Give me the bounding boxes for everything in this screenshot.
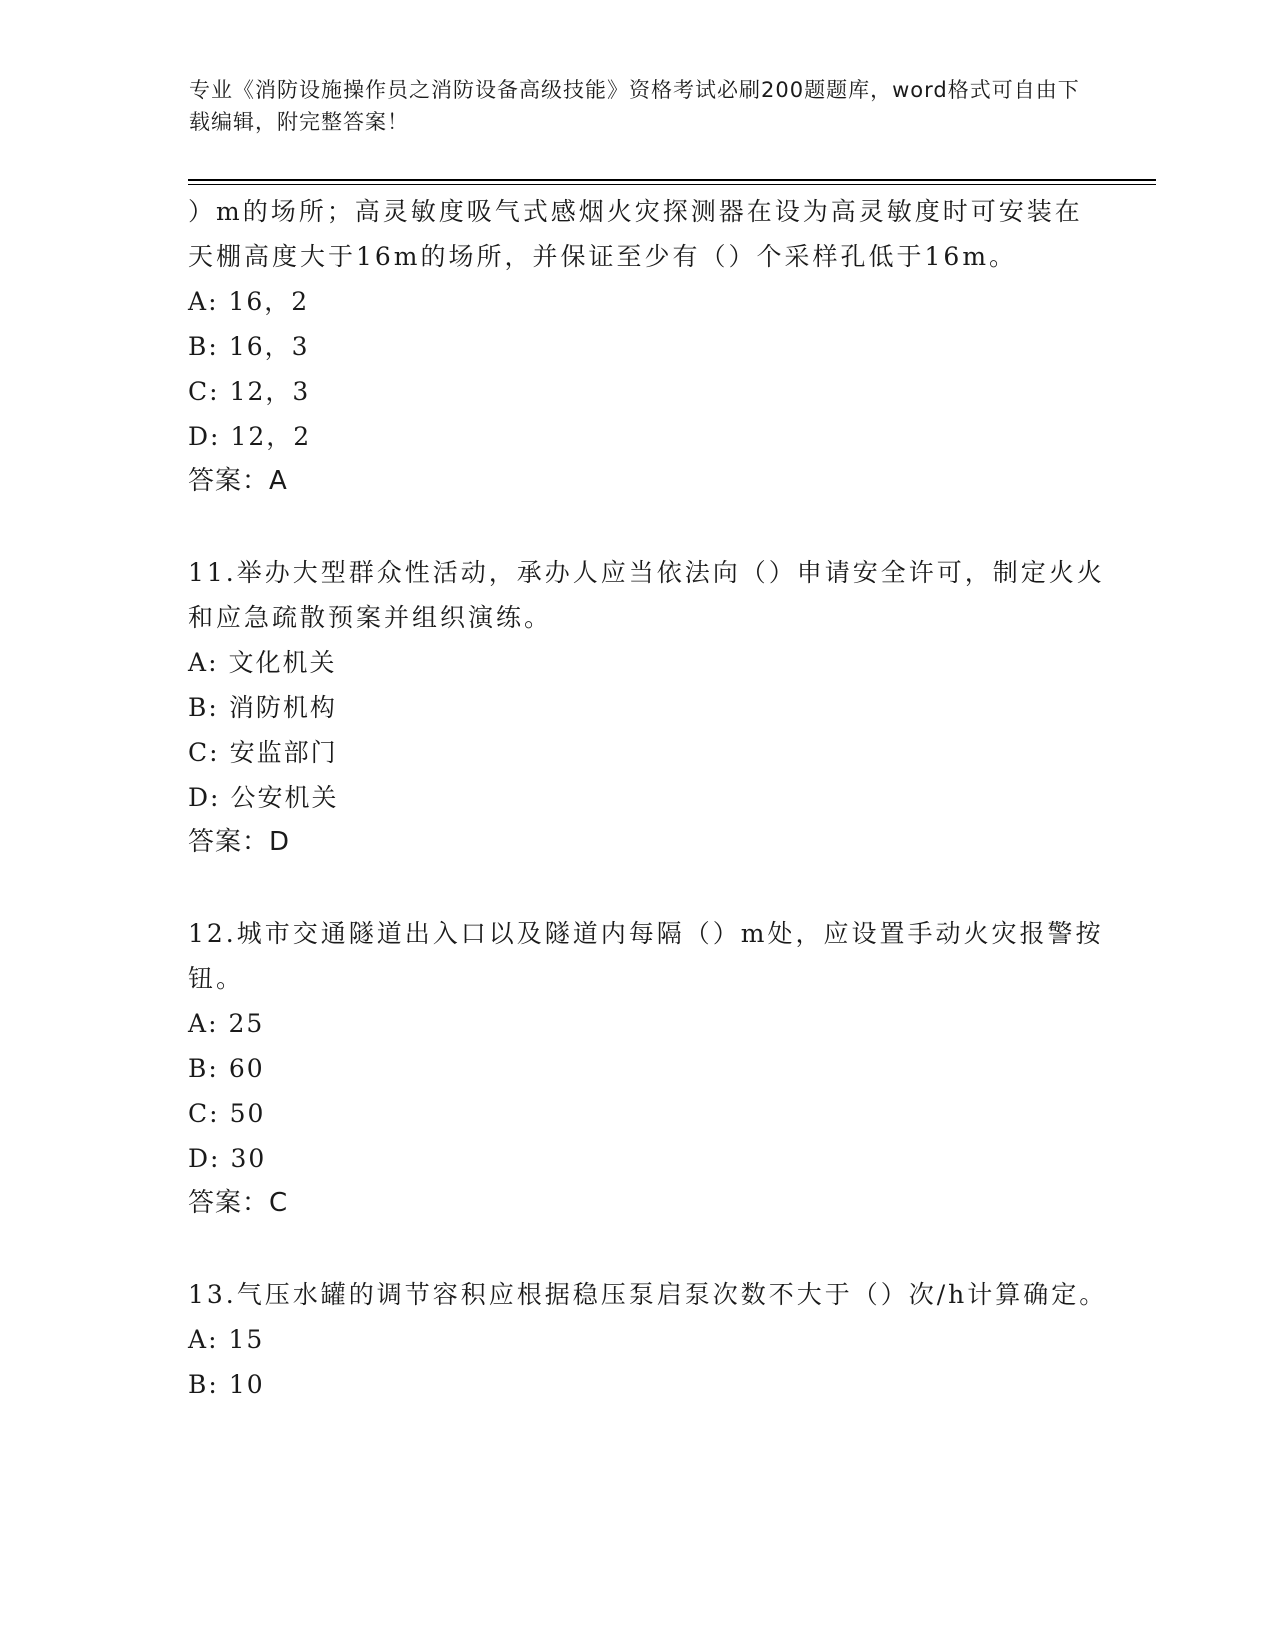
option-value: 安监部门: [229, 738, 338, 767]
option-a: A: 文化机关: [188, 648, 337, 677]
option-label: A: [188, 648, 209, 677]
option-value: 50: [229, 1099, 266, 1128]
answer: 答案：A: [188, 466, 288, 496]
option-label: B: [188, 1370, 209, 1399]
option-label: C: [188, 1099, 210, 1128]
option-b: B: 10: [188, 1370, 265, 1399]
option-label: A: [188, 287, 209, 316]
option-c: C: 12，3: [188, 377, 311, 406]
option-c: C: 安监部门: [188, 738, 338, 767]
option-value: 10: [228, 1370, 265, 1399]
option-d: D: 公安机关: [188, 783, 339, 812]
option-label: D: [188, 783, 211, 812]
question-text: 13.气压水罐的调节容积应根据稳压泵启泵次数不大于（）次/h计算确定。: [188, 1280, 1108, 1309]
question-text: ）m的场所；高灵敏度吸气式感烟火灾探测器在设为高灵敏度时可安装在天棚高度大于16m的场所，并保证至少有（）个采样孔低于16m。: [188, 197, 1083, 271]
option-value: 30: [230, 1144, 267, 1173]
option-label: C: [188, 738, 210, 767]
option-value: 60: [228, 1054, 265, 1083]
option-a: A: 16，2: [188, 287, 310, 316]
question: [188, 550, 1108, 865]
option-b: B: 16，3: [188, 332, 310, 361]
question-text: 11.举办大型群众性活动，承办人应当依法向（）申请安全许可，制定火火和应急疏散预案并组织演练。: [188, 558, 1105, 632]
option-label: A: [188, 1009, 209, 1038]
option-b: B: 消防机构: [188, 693, 337, 722]
question: [188, 189, 1108, 504]
option-d: D: 30: [188, 1144, 267, 1173]
option-label: A: [188, 1325, 209, 1354]
option-b: B: 60: [188, 1054, 265, 1083]
question: [188, 1272, 1108, 1407]
option-label: B: [188, 693, 209, 722]
option-c: C: 50: [188, 1099, 266, 1128]
header-rule-thick: [188, 179, 1156, 181]
option-value: 25: [228, 1009, 265, 1038]
option-a: A: 25: [188, 1009, 265, 1038]
option-value: 15: [228, 1325, 265, 1354]
page-header: 专业《消防设施操作员之消防设备高级技能》资格考试必刷200题题库，word格式可自由下载编辑，附完整答案！: [189, 78, 1080, 134]
option-value: 文化机关: [228, 648, 337, 677]
question: [188, 911, 1108, 1226]
option-label: C: [188, 377, 210, 406]
option-value: 消防机构: [228, 693, 337, 722]
option-a: A: 15: [188, 1325, 265, 1354]
answer: 答案：C: [188, 1188, 289, 1218]
option-d: D: 12，2: [188, 422, 312, 451]
question-list: [188, 189, 1108, 1453]
option-value: 16，3: [228, 332, 310, 361]
option-value: 16，2: [228, 287, 310, 316]
option-value: 12，3: [229, 377, 311, 406]
option-label: B: [188, 1054, 209, 1083]
answer: 答案：D: [188, 827, 291, 857]
option-label: B: [188, 332, 209, 361]
option-value: 公安机关: [230, 783, 339, 812]
option-label: D: [188, 422, 211, 451]
header-rule-thin: [188, 184, 1156, 185]
option-value: 12，2: [230, 422, 312, 451]
question-text: 12.城市交通隧道出入口以及隧道内每隔（）m处，应设置手动火灾报警按钮。: [188, 919, 1104, 993]
option-label: D: [188, 1144, 211, 1173]
